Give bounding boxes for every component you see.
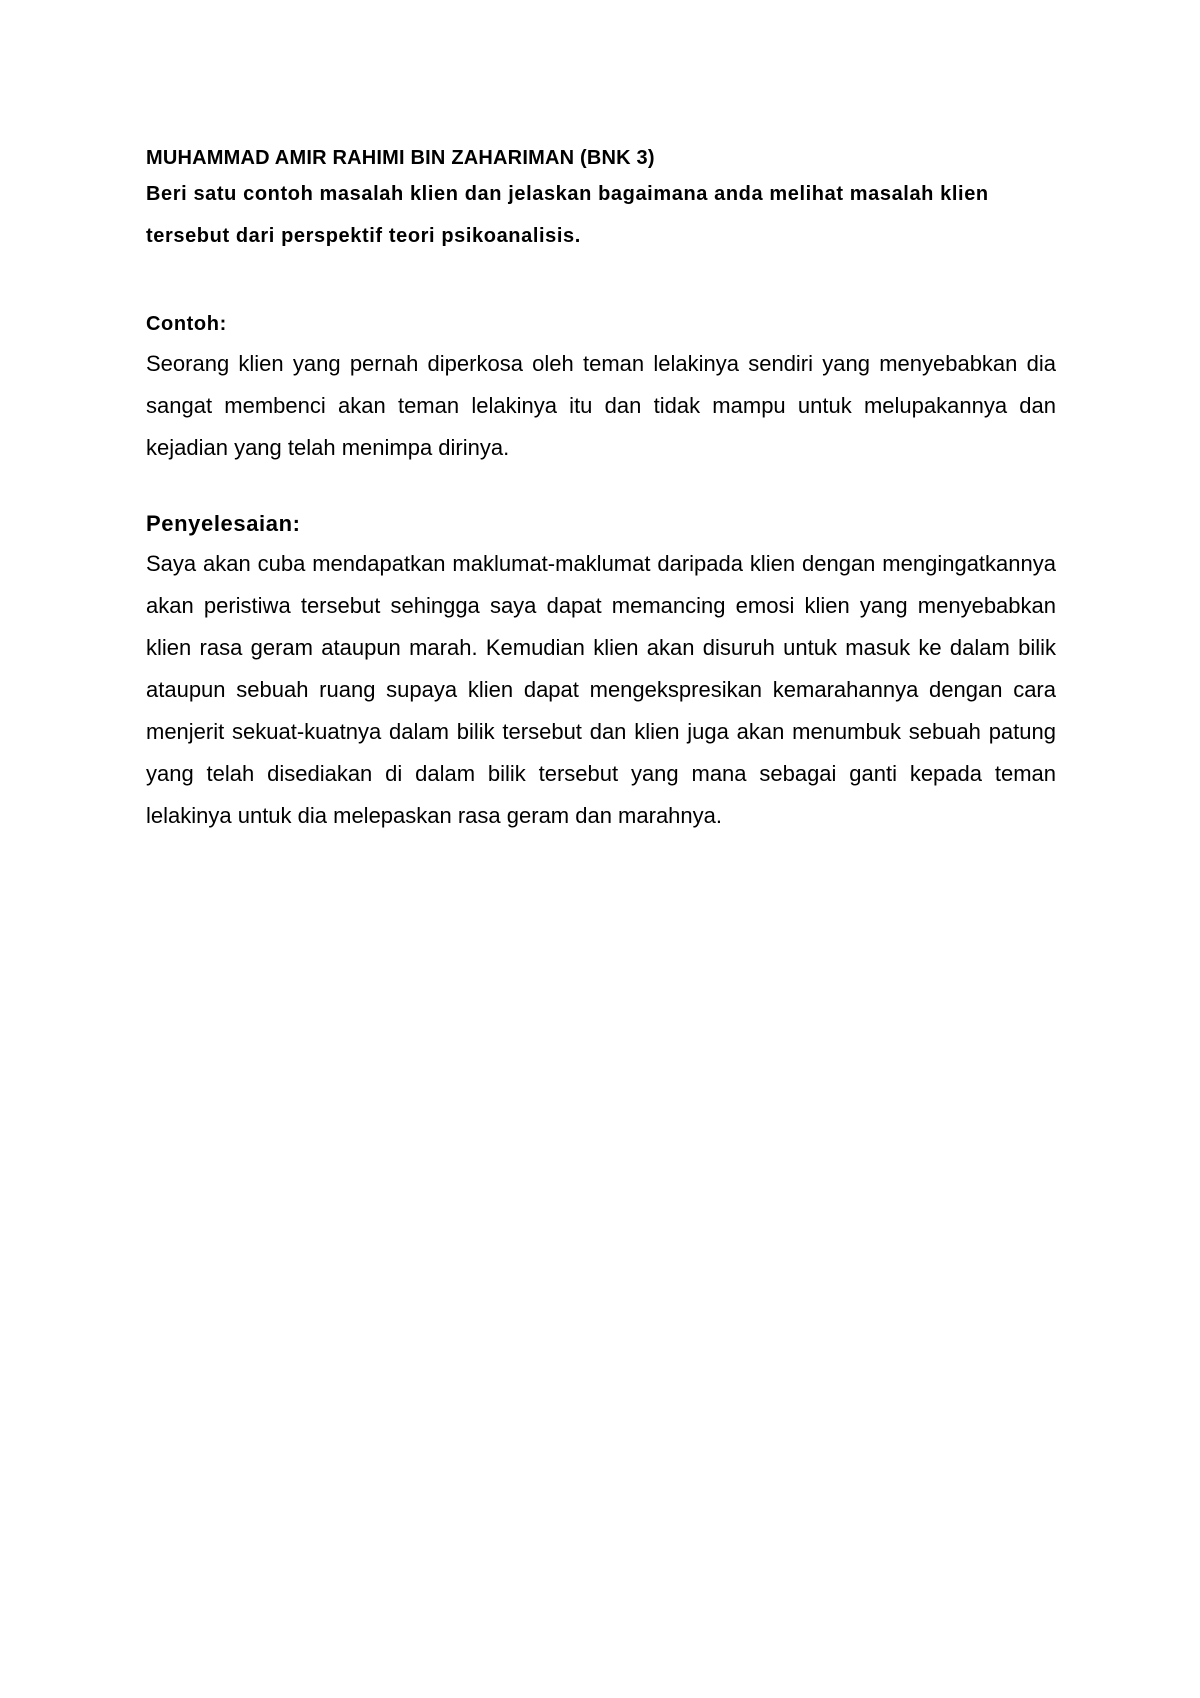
section-solution xyxy=(146,509,1056,837)
author-line: MUHAMMAD AMIR RAHIMI BIN ZAHARIMAN (BNK 3) xyxy=(146,147,655,169)
document-page xyxy=(146,144,1056,837)
section-body-example: Seorang klien yang pernah diperkosa oleh teman lelakinya sendiri yang menyebabkan dia sangat membenci akan teman lelakinya itu dan tidak mampu untuk melupakannya dan kejadian yang telah menimpa dirinya. xyxy=(146,351,1056,460)
section-heading-example: Contoh: xyxy=(146,313,227,335)
section-body-solution: Saya akan cuba mendapatkan maklumat-maklumat daripada klien dengan mengingatkannya akan peristiwa tersebut sehingga saya dapat memancing emosi klien yang menyebabkan klien rasa geram ataupun marah. Kemudian klien akan disuruh untuk masuk ke dalam bilik ataupun sebuah ruang supaya klien dapat mengekspresikan kemarahannya dengan cara menjerit sekuat-kuatnya dalam bilik tersebut dan klien juga akan menumbuk sebuah patung yang telah disediakan di dalam bilik tersebut yang mana sebagai ganti kepada teman lelakinya untuk dia melepaskan rasa geram dan marahnya. xyxy=(146,551,1056,828)
question-text: Beri satu contoh masalah klien dan jelaskan bagaimana anda melihat masalah klien tersebut dari perspektif teori psikoanalisis. xyxy=(146,183,989,247)
section-example xyxy=(146,309,1056,469)
section-heading-solution: Penyelesaian: xyxy=(146,511,301,536)
